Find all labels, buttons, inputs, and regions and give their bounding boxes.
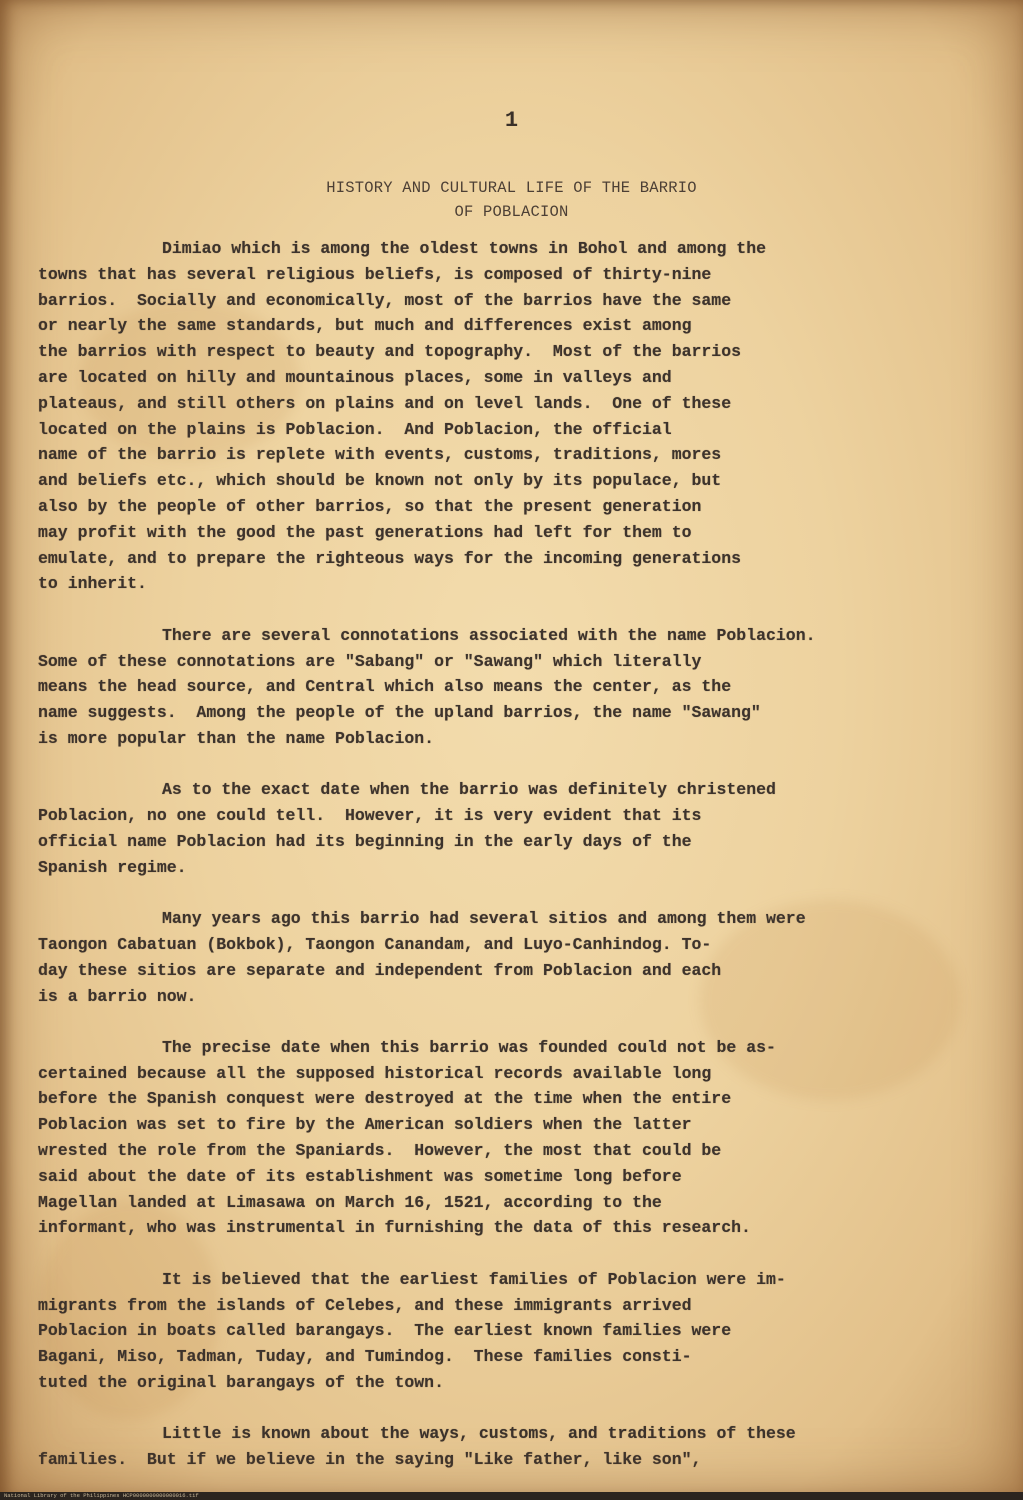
document-title: [0, 176, 1023, 224]
text-line: There are several connotations associated with the name Poblacion.: [162, 625, 816, 645]
text-line: before the Spanish conquest were destroyed at the time when the entire: [38, 1089, 732, 1109]
text-line: plateaus, and still others on plains and on level lands. One of these: [38, 393, 732, 413]
text-line: migrants from the islands of Celebes, and these immigrants arrived: [38, 1295, 692, 1315]
title-line: HISTORY AND CULTURAL LIFE OF THE BARRIO: [326, 179, 697, 197]
text-line: wrested the role from the Spaniards. However, the most that could be: [38, 1141, 722, 1161]
text-line: tuted the original barangays of the town.: [38, 1373, 444, 1393]
text-line: Poblacion in boats called barangays. The earliest known families were: [38, 1321, 732, 1341]
text-line: is more popular than the name Poblacion.: [38, 728, 435, 748]
text-line: the barrios with respect to beauty and topography. Most of the barrios: [38, 342, 742, 362]
paragraph: [38, 1035, 977, 1241]
text-line: Poblacion, no one could tell. However, it is very evident that its: [38, 806, 702, 826]
text-line: barrios. Socially and economically, most of the barrios have the same: [38, 290, 732, 310]
text-line: may profit with the good the past generations had left for them to: [38, 522, 692, 542]
text-line: Poblacion was set to fire by the American soldiers when the latter: [38, 1115, 692, 1135]
text-line: certained because all the supposed historical records available long: [38, 1063, 712, 1083]
text-line: official name Poblacion had its beginning in the early days of the: [38, 831, 692, 851]
paragraph: [38, 236, 977, 597]
text-line: also by the people of other barrios, so that the present generation: [38, 496, 702, 516]
text-line: said about the date of its establishment was sometime long before: [38, 1166, 682, 1186]
text-line: to inherit.: [38, 574, 147, 594]
text-line: and beliefs etc., which should be known not only by its populace, but: [38, 471, 722, 491]
text-line: located on the plains is Poblacion. And Poblacion, the official: [38, 419, 672, 439]
text-line: means the head source, and Central which also means the center, as the: [38, 677, 732, 697]
text-line: towns that has several religious beliefs, is composed of thirty-nine: [38, 264, 712, 284]
text-line: informant, who was instrumental in furnishing the data of this research.: [38, 1218, 751, 1238]
text-line: Magellan landed at Limasawa on March 16, 1521, according to the: [38, 1192, 662, 1212]
paragraph: [38, 1267, 977, 1396]
paragraph: [38, 906, 977, 1009]
paragraph: [38, 623, 977, 752]
text-line: The precise date when this barrio was founded could not be as-: [162, 1037, 776, 1057]
text-line: are located on hilly and mountainous places, some in valleys and: [38, 367, 672, 387]
text-line: Dimiao which is among the oldest towns in Bohol and among the: [162, 239, 766, 258]
title-line: OF POBLACION: [454, 203, 569, 221]
text-line: name suggests. Among the people of the upland barrios, the name "Sawang": [38, 703, 761, 723]
text-line: Some of these connotations are "Sabang" or "Sawang" which literally: [38, 651, 702, 671]
text-line: Little is known about the ways, customs, and traditions of these: [162, 1424, 796, 1444]
paragraph: [38, 777, 977, 880]
text-line: Taongon Cabatuan (Bokbok), Taongon Canandam, and Luyo-Canhindog. To-: [38, 934, 712, 954]
archive-footer: National Library of the Philippines HCP0000000000000016.tif: [0, 1492, 1023, 1500]
text-line: emulate, and to prepare the righteous ways for the incoming generations: [38, 548, 742, 568]
text-line: Many years ago this barrio had several sitios and among them were: [162, 909, 806, 929]
text-line: families. But if we believe in the saying "Like father, like son",: [38, 1450, 702, 1470]
text-line: or nearly the same standards, but much and differences exist among: [38, 316, 692, 336]
text-line: Spanish regime.: [38, 857, 187, 877]
page-number: 1: [504, 108, 519, 133]
paragraph: [38, 1421, 977, 1473]
text-line: name of the barrio is replete with events, customs, traditions, mores: [38, 445, 722, 465]
text-line: As to the exact date when the barrio was definitely christened: [162, 780, 776, 800]
text-line: Bagani, Miso, Tadman, Tuday, and Tumindog. These families consti-: [38, 1347, 692, 1367]
text-line: is a barrio now.: [38, 986, 197, 1006]
text-line: day these sitios are separate and independent from Poblacion and each: [38, 960, 722, 980]
text-line: It is believed that the earliest families of Poblacion were im-: [162, 1269, 786, 1289]
